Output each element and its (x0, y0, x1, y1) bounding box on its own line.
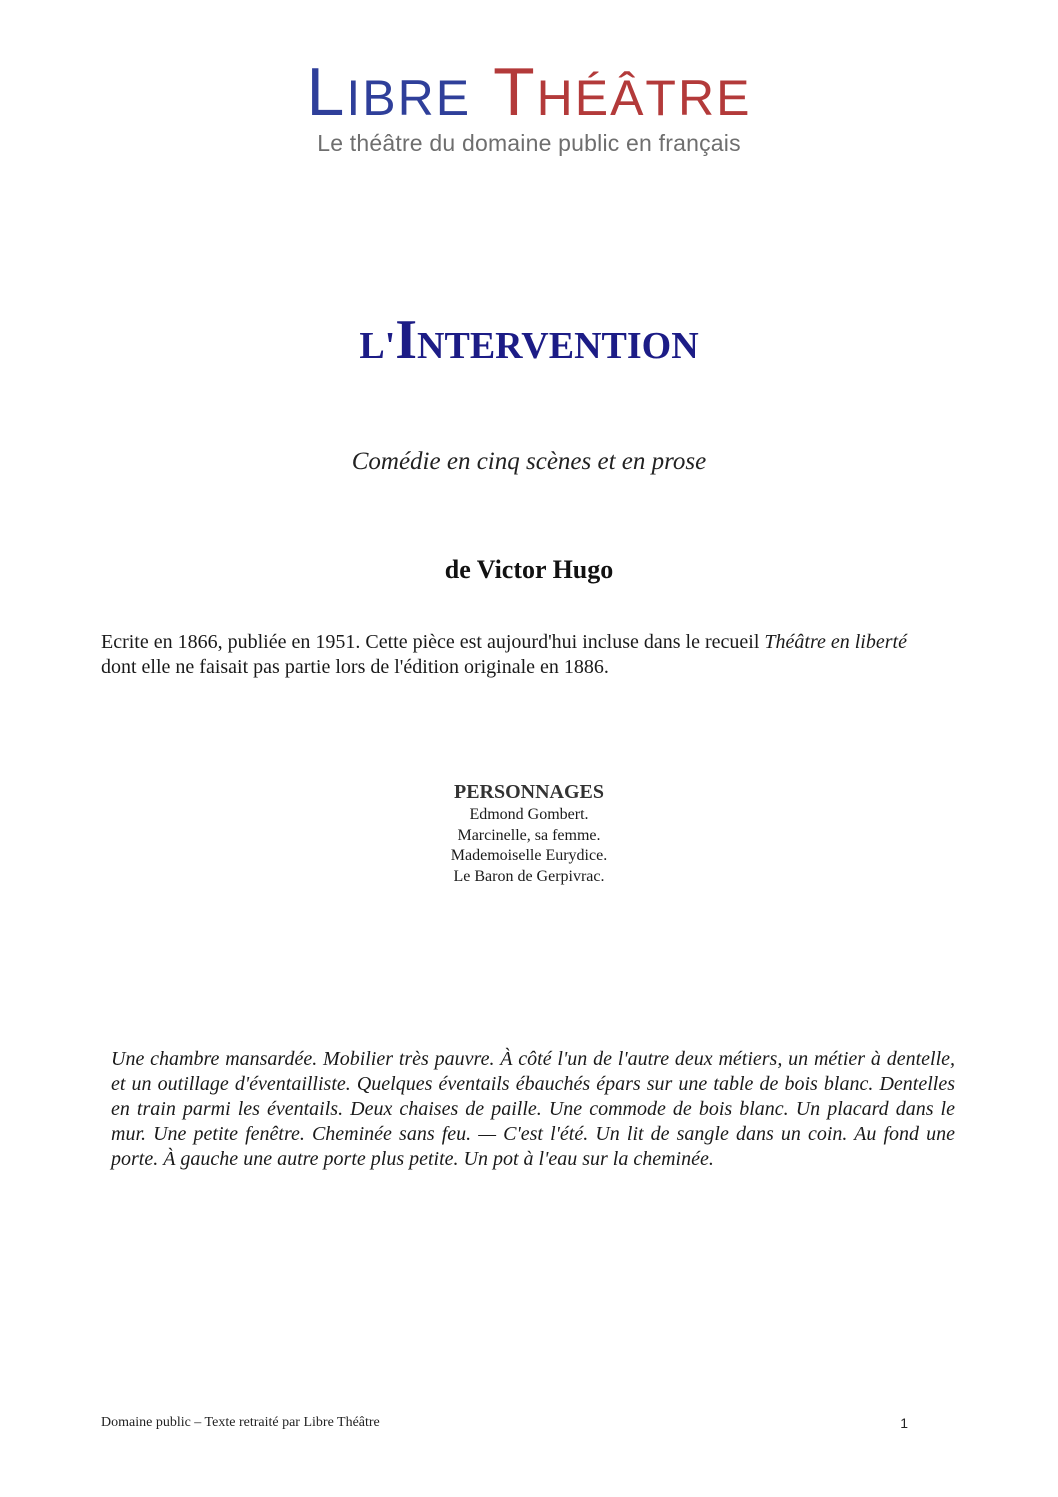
logo-title (0, 54, 1058, 132)
play-subtitle: Comédie en cinq scènes et en prose (351, 448, 707, 475)
logo-word-libre: LIBRE (306, 54, 472, 130)
footer-credit: Domaine public – Texte retraité par Libre Théâtre (101, 1415, 380, 1430)
character-item: Le Baron de Gerpivrac. (453, 867, 605, 885)
characters-list (0, 805, 1058, 887)
collection-title: Théâtre en liberté (764, 631, 907, 653)
logo-tagline: Le théâtre du domaine public en français (317, 130, 741, 156)
characters-heading: PERSONNAGES (453, 781, 605, 803)
play-author: de Victor Hugo (444, 555, 614, 584)
page-number: 1 (900, 1415, 908, 1431)
character-item: Edmond Gombert. (469, 806, 589, 823)
intro-paragraph: Ecrite en 1866, publiée en 1951. Cette pièce est aujourd'hui incluse dans le recueil Théâtre en liberté dont elle ne faisait pas partie lors de l'édition originale en 1886. (101, 631, 907, 678)
libre-theatre-logo (0, 54, 1058, 157)
character-item: Mademoiselle Eurydice. (450, 847, 608, 864)
play-title: L'INTERVENTION (359, 309, 699, 371)
characters-section (0, 779, 1058, 887)
stage-direction: Une chambre mansardée. Mobilier très pauvre. À côté l'un de l'autre deux métiers, un métier à dentelle, et un outillage d'éventailliste. Quelques éventails ébauchés épars sur une table de bois blanc. Dentelles en train parmi les éventails. Deux chaises de paille. Une commode de bois blanc. Un placard dans le mur. Une petite fenêtre. Cheminée sans feu. — C'est l'été. Un lit de sangle dans un coin. Au fond une porte. À gauche une autre porte plus petite. Un pot à l'eau sur la cheminée. (111, 1048, 955, 1170)
logo-word-theatre: THÉÂTRE (493, 54, 752, 130)
character-item: Marcinelle, sa femme. (457, 826, 601, 844)
